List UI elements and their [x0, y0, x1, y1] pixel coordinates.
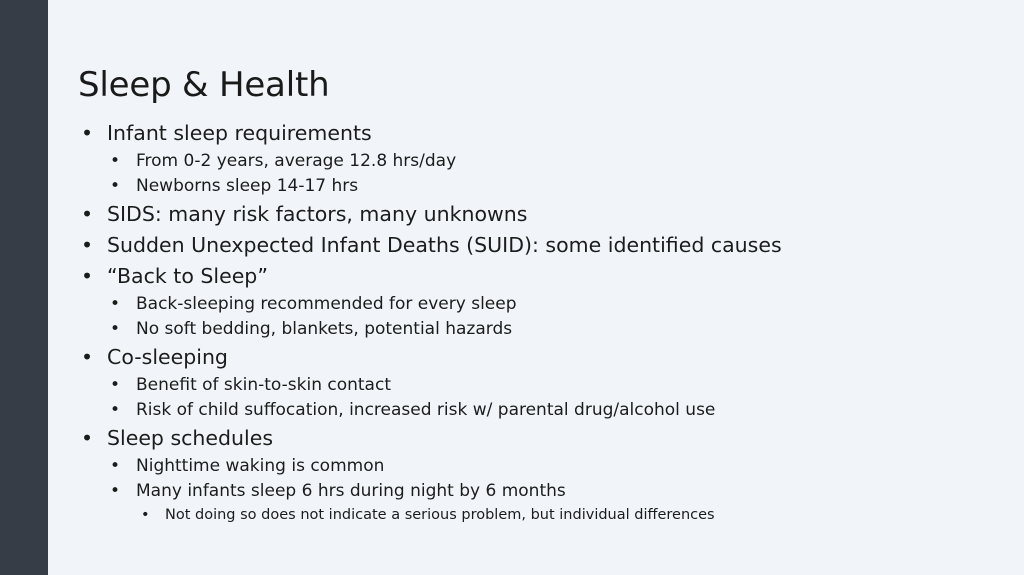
list-item [78, 174, 1008, 199]
bullet-icon: • [110, 400, 121, 420]
list-item-text: No soft bedding, blankets, potential hazards [136, 319, 513, 339]
list-item-text: Sleep schedules [107, 426, 274, 450]
list-item-text: Back-sleeping recommended for every sleep [136, 294, 517, 314]
list-item [78, 423, 1008, 454]
list-item-text: Co-sleeping [107, 345, 228, 369]
bullet-icon: • [81, 264, 94, 288]
bullet-icon: • [141, 507, 150, 523]
list-item [78, 199, 1008, 230]
list-item-text: Risk of child suffocation, increased risk w/ parental drug/alcohol use [136, 400, 716, 420]
list-item [78, 373, 1008, 398]
sidebar-accent-bar [0, 0, 48, 575]
bullet-list [78, 118, 1008, 526]
bullet-icon: • [81, 121, 94, 145]
list-item-text: Many infants sleep 6 hrs during night by 6 months [136, 481, 566, 501]
list-item-text: Infant sleep requirements [107, 121, 372, 145]
list-item [78, 479, 1008, 504]
slide [48, 0, 1024, 575]
bullet-icon: • [110, 294, 121, 314]
list-item-text: SIDS: many risk factors, many unknowns [107, 202, 528, 226]
bullet-icon: • [110, 176, 121, 196]
bullet-icon: • [110, 456, 121, 476]
list-item [78, 118, 1008, 149]
list-item-text: Nighttime waking is common [136, 456, 385, 476]
list-item [78, 149, 1008, 174]
list-item-text: Newborns sleep 14-17 hrs [136, 176, 359, 196]
bullet-icon: • [81, 233, 94, 257]
list-item-text: Sudden Unexpected Infant Deaths (SUID): some identified causes [107, 233, 782, 257]
bullet-icon: • [110, 375, 121, 395]
list-item [78, 342, 1008, 373]
list-item [78, 261, 1008, 292]
bullet-icon: • [81, 345, 94, 369]
bullet-icon: • [110, 151, 121, 171]
list-item [78, 292, 1008, 317]
list-item-text: Not doing so does not indicate a serious problem, but individual differences [165, 507, 715, 523]
bullet-icon: • [110, 319, 121, 339]
bullet-icon: • [110, 481, 121, 501]
list-item [78, 317, 1008, 342]
list-item [78, 454, 1008, 479]
bullet-icon: • [81, 202, 94, 226]
list-item [78, 230, 1008, 261]
list-item-text: Benefit of skin-to-skin contact [136, 375, 391, 395]
list-item [78, 504, 1008, 526]
slide-title: Sleep & Health [78, 65, 330, 105]
list-item-text: From 0-2 years, average 12.8 hrs/day [136, 151, 457, 171]
list-item-text: “Back to Sleep” [107, 264, 268, 288]
list-item [78, 398, 1008, 423]
bullet-icon: • [81, 426, 94, 450]
